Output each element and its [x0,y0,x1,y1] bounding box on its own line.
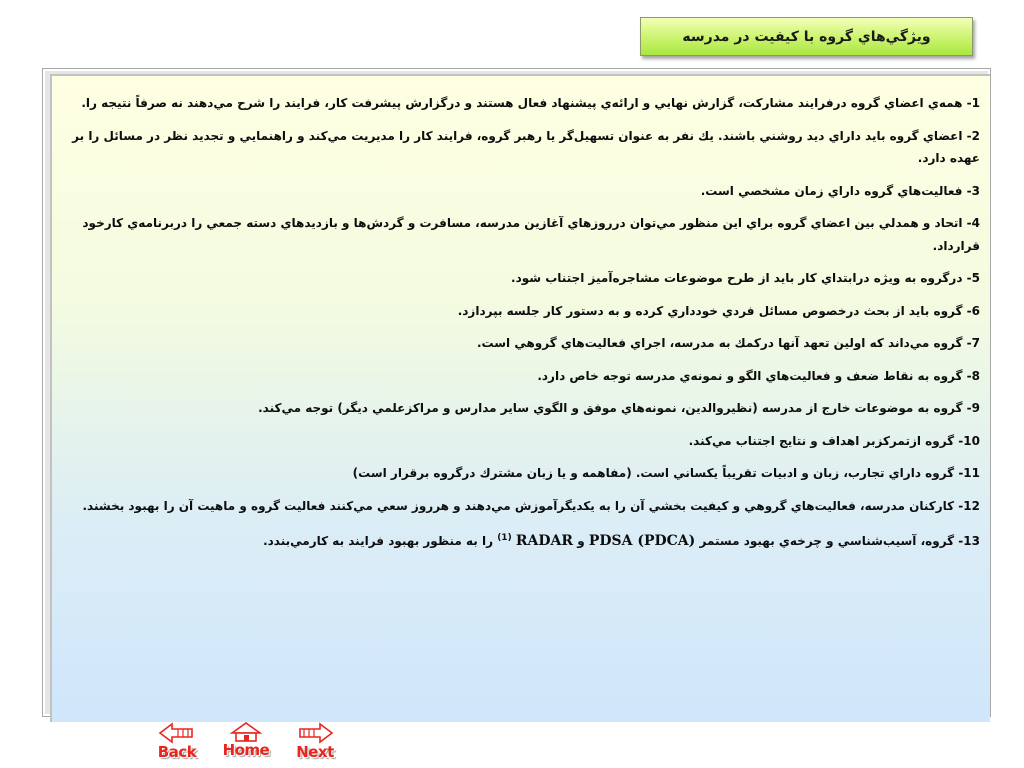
feature-list [52,76,990,553]
back-arrow-icon [158,722,196,744]
house-icon [229,722,263,742]
list-item: 12- كاركنان مدرسه، فعاليت‌هاي گروهي و كيفيت بخشي آن را به يكديگرآموزش مي‌دهند و هرروز سعي مي‌كنند فعاليت گروه و ماهيت آن را بهبود بخشند. [82,498,980,513]
back-button[interactable] [148,722,206,760]
list-item: 2- اعضاي گروه بايد داراي ديد روشني باشند. يك نفر به عنوان تسهيل‌گر يا رهبر گروه، فرايند كار را مديريت مي‌كند و راهنمايي و تجديد نظر در مسائل را بر عهده دارد. [72,128,980,165]
home-button[interactable] [212,722,280,760]
list-item: 10- گروه ازتمركزبر اهداف و نتايج اجتناب مي‌كند. [688,433,980,448]
list-item: 11- گروه داراي تجارب، زبان و ادبيات تقريباً يكساني است. (مفاهمه و يا زبان مشترك درگروه برقرار است) [352,466,980,480]
title-banner [640,17,973,56]
content-panel [50,74,990,722]
item13-footnote: (1) [497,533,512,543]
list-item: 7- گروه مي‌داند كه اولين تعهد آنها دركمك به مدرسه، اجراي فعاليت‌هاي گروهي است. [476,336,980,350]
next-button[interactable] [287,722,343,760]
item13-and: و [577,534,585,548]
item13-radar: RADAR [515,533,574,549]
list-item: 1- همه‌ي اعضاي گروه درفرايند مشاركت، گزارش نهايي و ارائه‌ي پيشنهاد فعال هستند و درگزارش پيشرفت كار، فرايند را شرح مي‌دهند نه صرفاً نتيجه را. [81,96,980,110]
slide-title: ويژگي‌هاي گروه با كيفيت در مدرسه [682,28,931,45]
list-item: 9- گروه به موضوعات خارج از مدرسه (نظيروالدين، نمونه‌هاي موفق و الگوي ساير مدارس و مراكزعلمي ديگر) توجه مي‌كند. [258,401,980,415]
list-item: 6- گروه بايد از بحث درخصوص مسائل فردي خودداري كرده و به دستور كار جلسه بپردازد. [457,303,980,318]
list-item-13 [62,527,980,553]
back-label: Back [157,743,197,761]
item13-suffix: را به منظور بهبود فرايند به كارمي‌بندد. [263,534,493,548]
item13-pdsa: PDSA (PDCA) [588,533,696,549]
list-item: 4- اتحاد و همدلي بين اعضاي گروه براي اين منظور مي‌توان درروزهاي آغازين مدرسه، مسافرت و گردش‌ها و بازديدهاي دسته جمعي را دربرنامه‌ي كارخود قرارداد. [82,216,980,253]
list-item: 8- گروه به نقاط ضعف و فعاليت‌هاي الگو و نمونه‌ي مدرسه توجه خاص دارد. [537,368,980,383]
next-arrow-icon [296,722,334,744]
list-item: 3- فعاليت‌هاي گروه داراي زمان مشخصي است. [700,183,980,198]
item13-prefix: 13- گروه، آسيب‌شناسي و چرخه‌ي بهبود مستمر [699,534,980,548]
list-item: 5- درگروه به ويژه درابتداي كار بايد از طرح موضوعات مشاجره‌آميز اجتناب شود. [511,271,980,285]
next-label: Next [296,743,334,761]
home-label: Home [222,741,270,759]
